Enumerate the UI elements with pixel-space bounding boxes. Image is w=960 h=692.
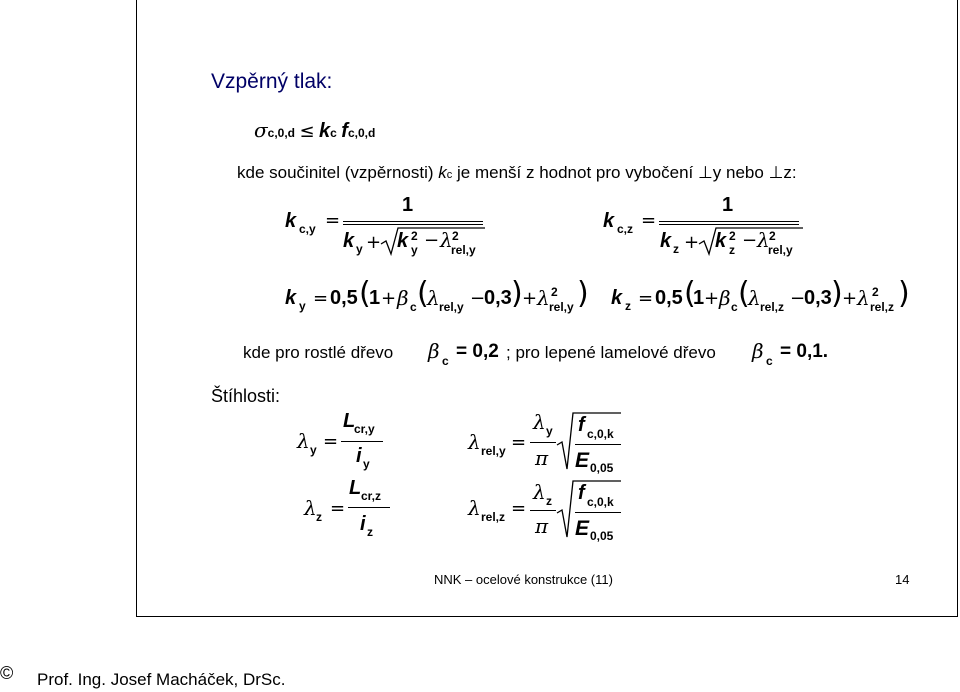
slide-footer-title: NNK – ocelové konstrukce (11) (434, 572, 613, 587)
coefficient-sentence: kde součinitel (vzpěrnosti) kc je menší z hodnot pro vybočení ⊥y nebo ⊥z: (237, 163, 797, 182)
slide-page-number: 14 (895, 572, 910, 587)
sigma-symbol: σ (254, 118, 268, 142)
copyright-symbol: © (0, 663, 14, 683)
author-name: Prof. Ing. Josef Macháček, DrSc. (37, 670, 286, 689)
heading-buckling: Vzpěrný tlak: (211, 70, 333, 93)
heading-slenderness: Štíhlosti: (211, 386, 281, 406)
formula-main: σc,0,d ≤ kc fc,0,d (254, 118, 376, 142)
